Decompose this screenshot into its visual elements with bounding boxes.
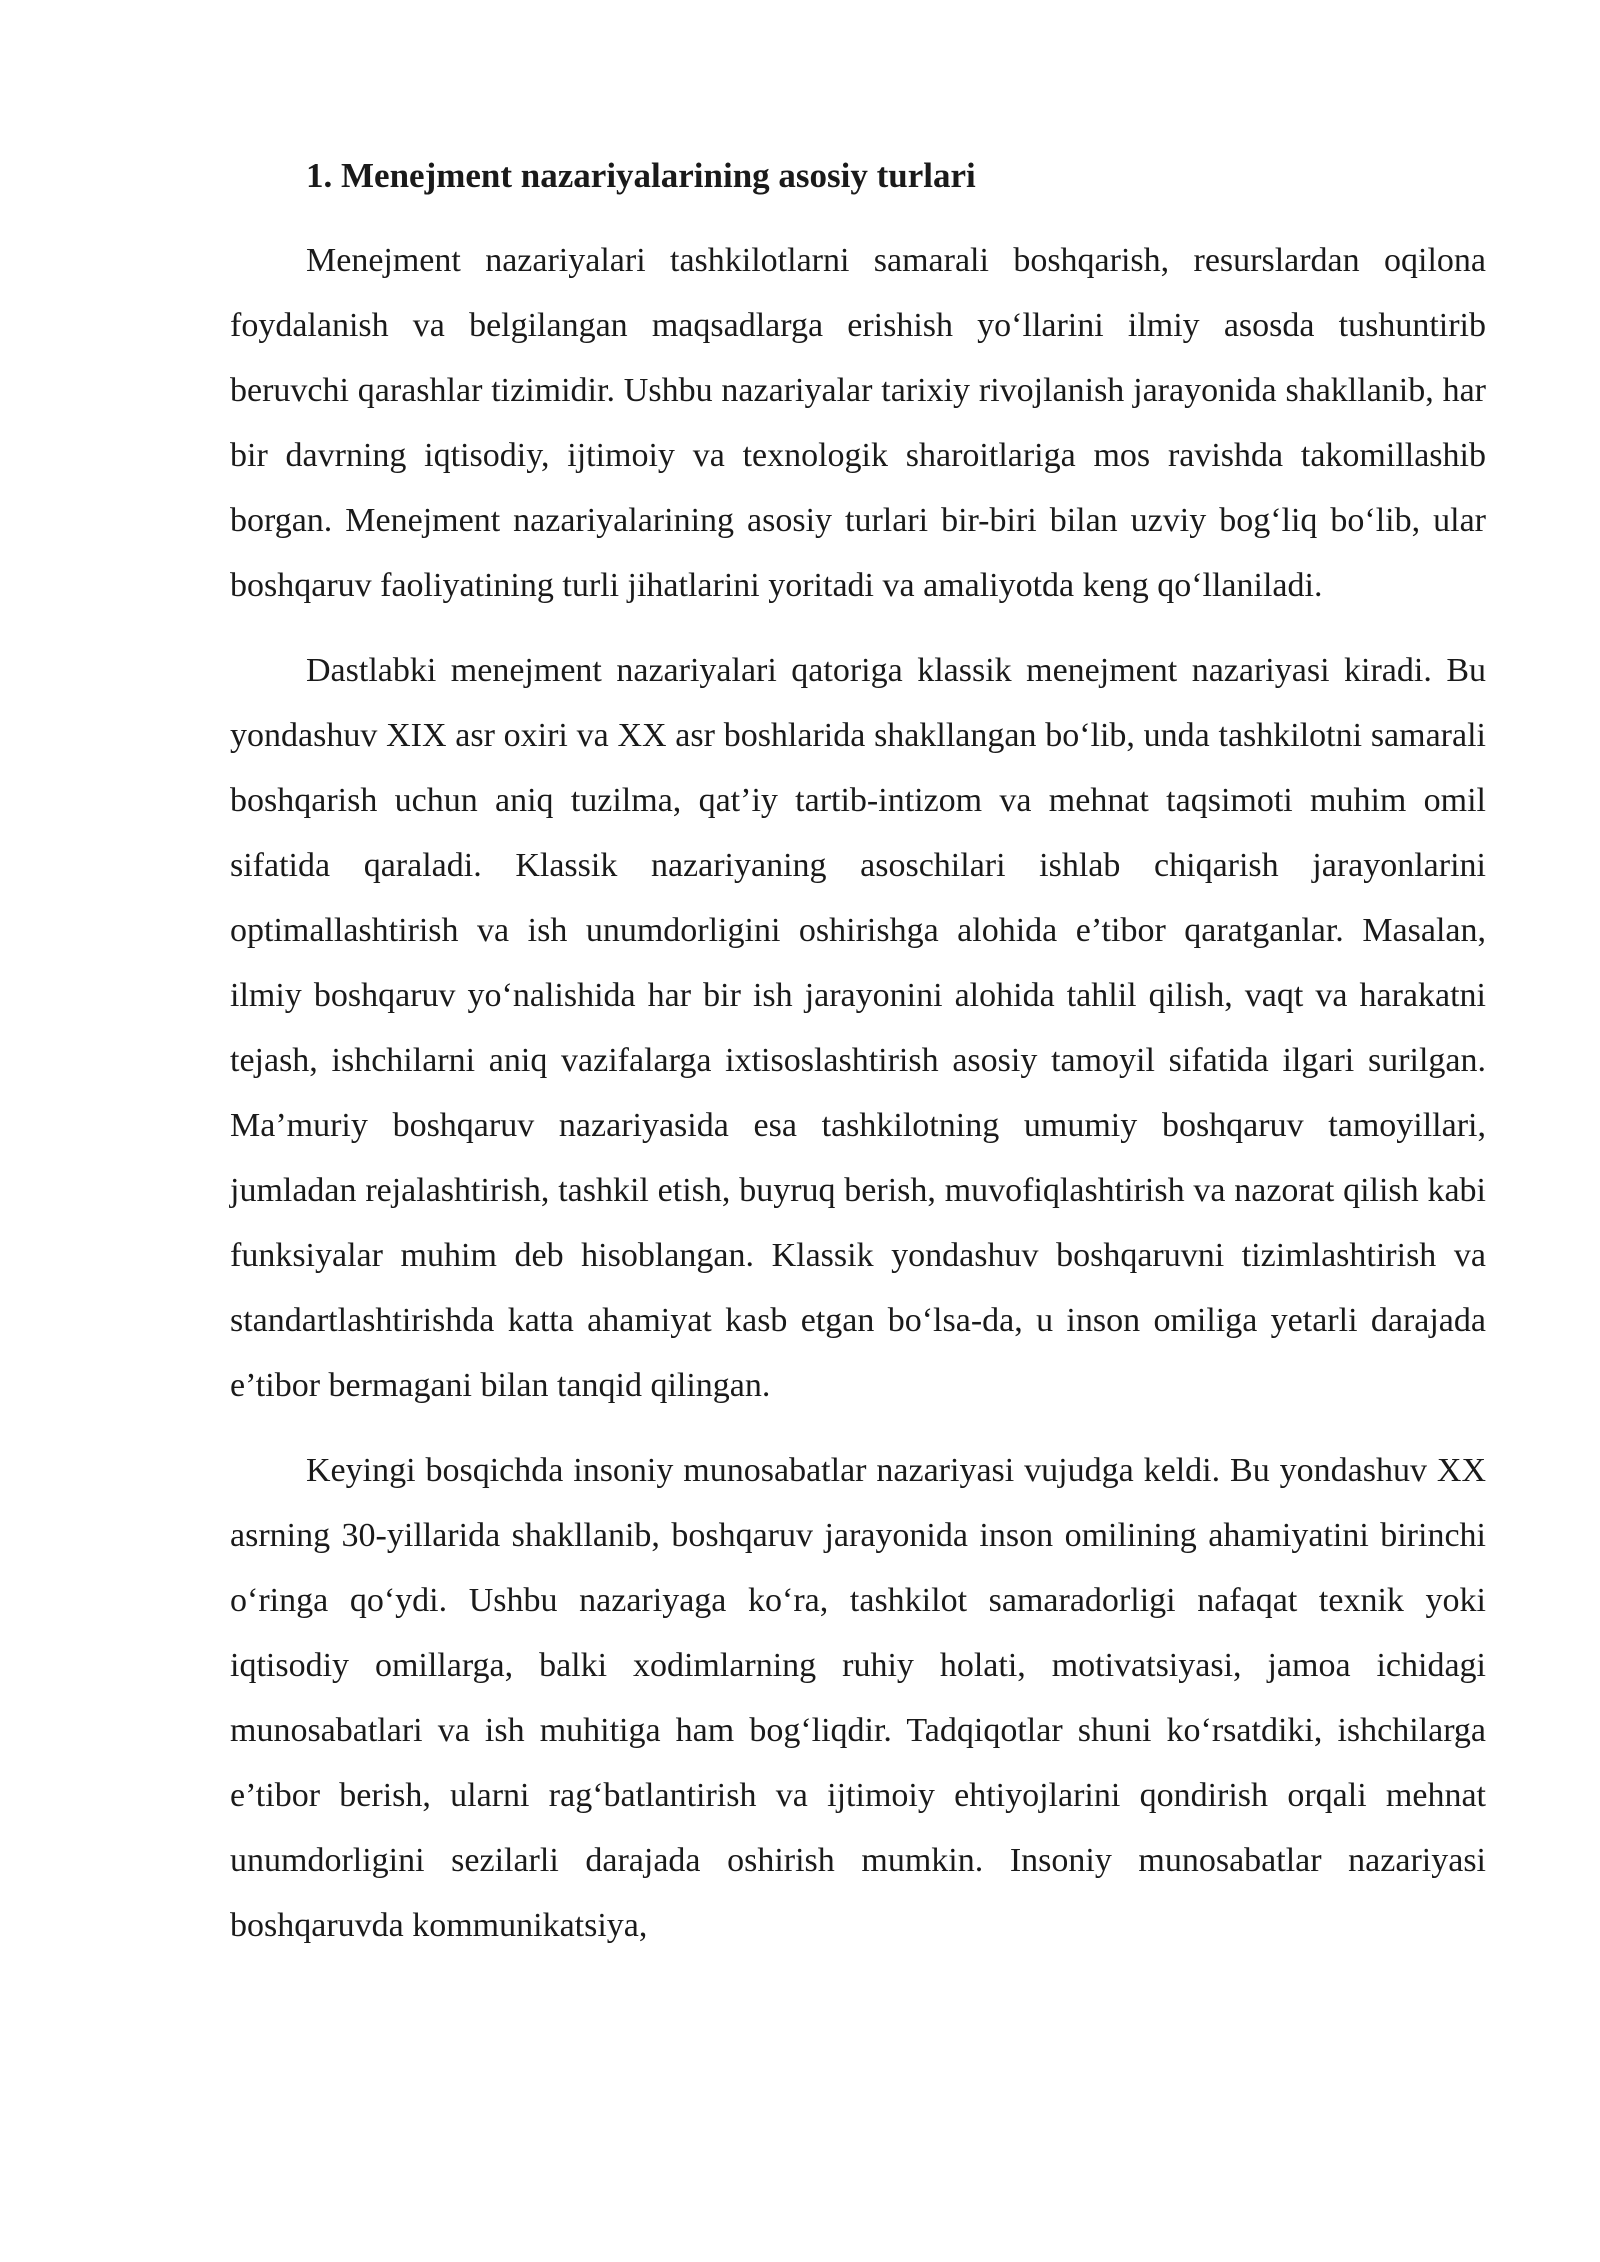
document-body (230, 150, 1486, 1978)
paragraph-intro: Menejment nazariyalari tashkilotlarni samarali boshqarish, resurslardan oqilona foydalanish va belgilangan maqsadlarga erishish yo‘llarini ilmiy asosda tushuntirib beruvchi qarashlar tizimidir. Ushbu nazariyalar tarixiy rivojlanish jarayonida shakllanib, har bir davrning iqtisodiy, ijtimoiy va texnologik sharoitlariga mos ravishda takomillashib borgan. Menejment nazariyalarining asosiy turlari bir-biri bilan uzviy bog‘liq bo‘lib, ular boshqaruv faoliyatining turli jihatlarini yoritadi va amaliyotda keng qo‘llaniladi. (230, 242, 1486, 604)
paragraph-classical-theory: Dastlabki menejment nazariyalari qatoriga klassik menejment nazariyasi kiradi. Bu yondashuv XIX asr oxiri va XX asr boshlarida shakllangan bo‘lib, unda tashkilotni samarali boshqarish uchun aniq tuzilma, qat’iy tartib-intizom va mehnat taqsimoti muhim omil sifatida qaraladi. Klassik nazariyaning asoschilari ishlab chiqarish jarayonlarini optimallashtirish va ish unumdorligini oshirishga alohida e’tibor qaratganlar. Masalan, ilmiy boshqaruv yo‘nalishida har bir ish jarayonini alohida tahlil qilish, vaqt va harakatni tejash, ishchilarni aniq vazifalarga ixtisoslashtirish asosiy tamoyil sifatida ilgari surilgan. Ma’muriy boshqaruv nazariyasida esa tashkilotning umumiy boshqaruv tamoyillari, jumladan rejalashtirish, tashkil etish, buyruq berish, muvofiqlashtirish va nazorat qilish kabi funksiyalar muhim deb hisoblangan. Klassik yondashuv boshqaruvni tizimlashtirish va standartlashtirishda katta ahamiyat kasb etgan bo‘lsa-da, u inson omiliga yetarli darajada e’tibor bermagani bilan tanqid qilingan. (230, 652, 1486, 1404)
section-heading: 1. Menejment nazariyalarining asosiy turlari (306, 156, 976, 195)
paragraph-human-relations-theory: Keyingi bosqichda insoniy munosabatlar nazariyasi vujudga keldi. Bu yondashuv XX asrning 30-yillarida shakllanib, boshqaruv jarayonida inson omilining ahamiyatini birinchi o‘ringa qo‘ydi. Ushbu nazariyaga ko‘ra, tashkilot samaradorligi nafaqat texnik yoki iqtisodiy omillarga, balki xodimlarning ruhiy holati, motivatsiyasi, jamoa ichidagi munosabatlari va ish muhitiga ham bog‘liqdir. Tadqiqotlar shuni ko‘rsatdiki, ishchilarga e’tibor berish, ularni rag‘batlantirish va ijtimoiy ehtiyojlarini qondirish orqali mehnat unumdorligini sezilarli darajada oshirish mumkin. Insoniy munosabatlar nazariyasi boshqaruvda kommunikatsiya, (230, 1452, 1486, 1944)
